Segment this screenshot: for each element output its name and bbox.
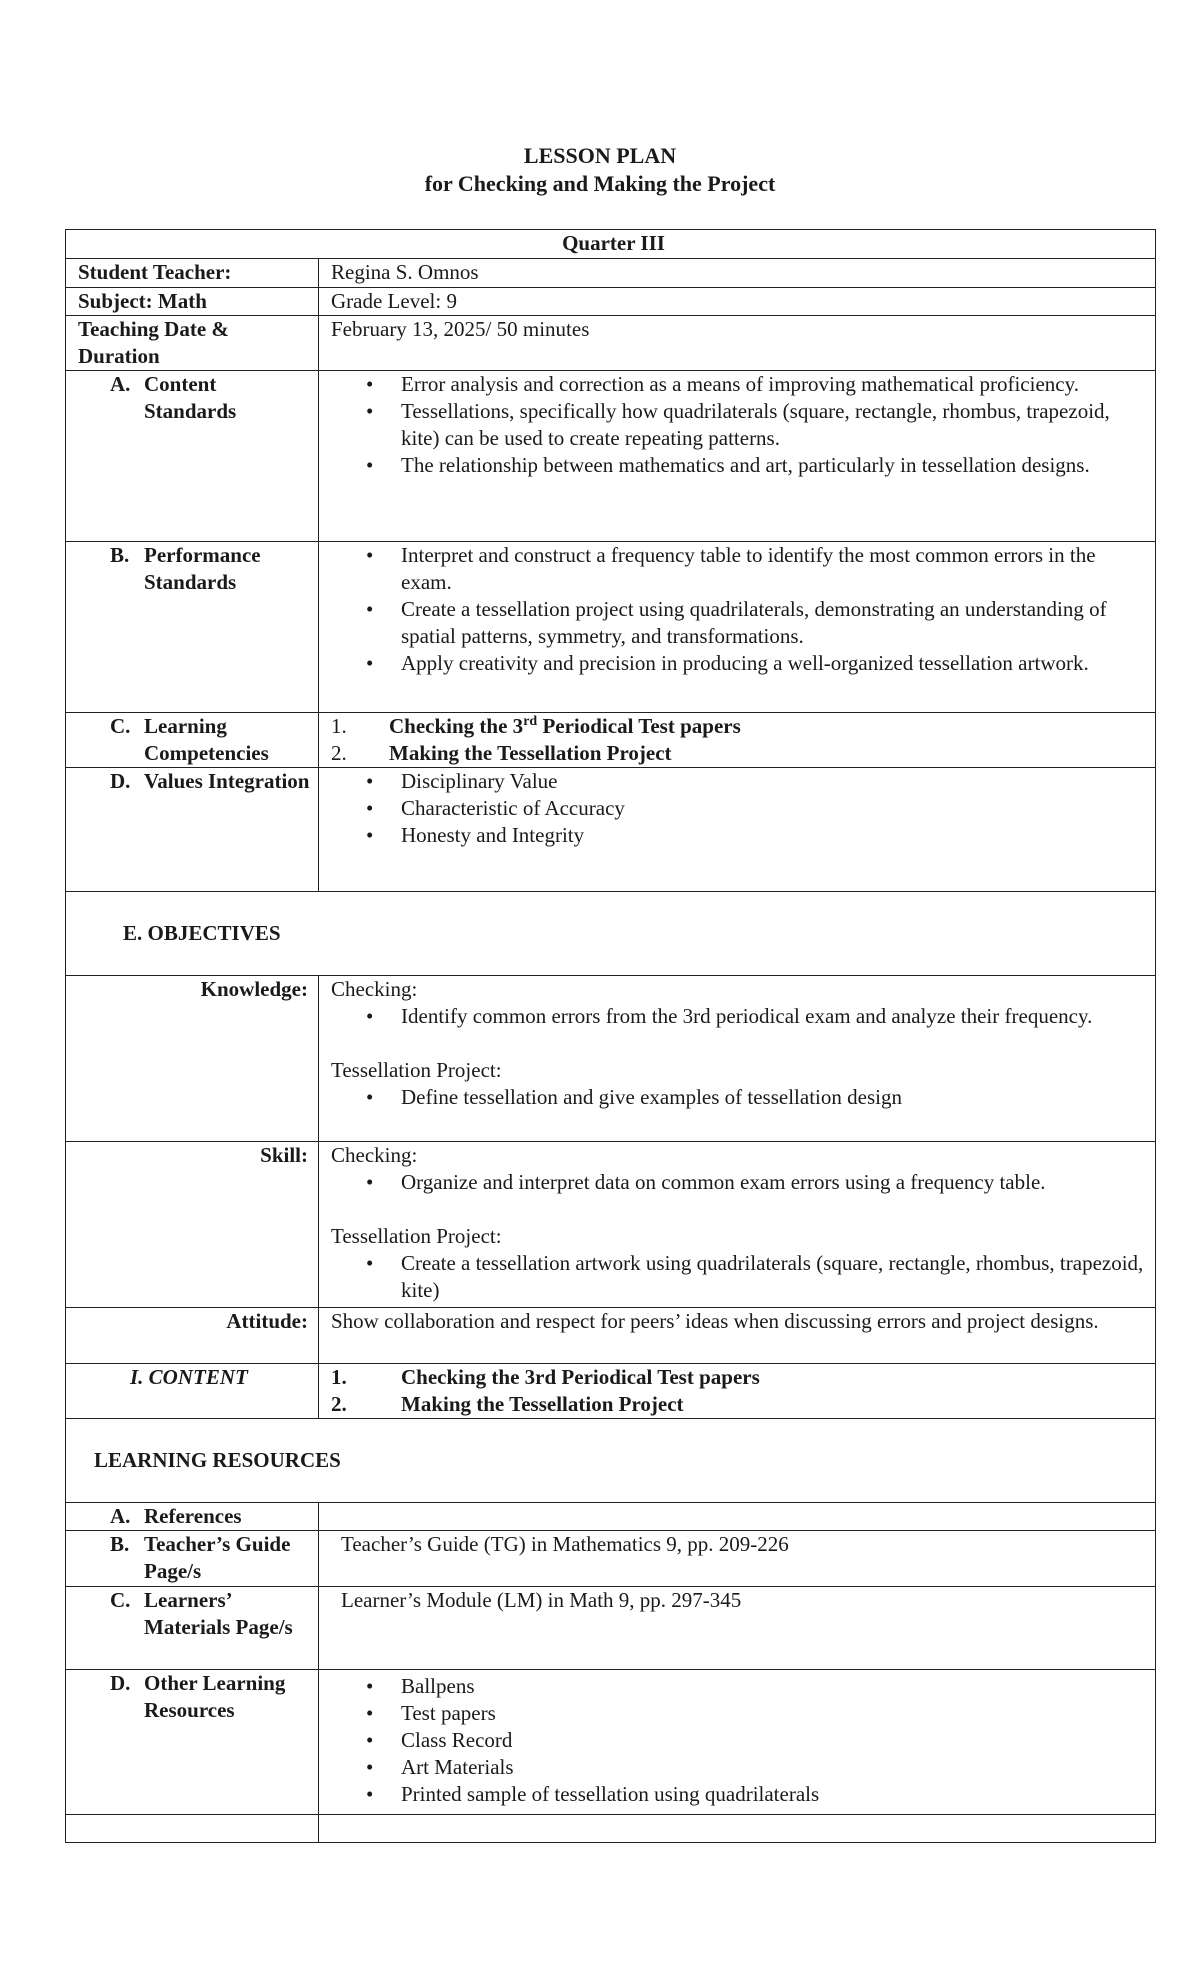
learners-materials-row xyxy=(66,1587,1156,1670)
content-standards-row xyxy=(66,371,1156,542)
performance-standards-label xyxy=(66,542,319,713)
document-title: LESSON PLAN xyxy=(523,143,677,168)
values-integration-label xyxy=(66,768,319,892)
list-item: • Disciplinary Value xyxy=(331,768,1149,795)
list-item: • Create a tessellation artwork using quadrilaterals (square, rectangle, rhombus, trapezoid, kite) xyxy=(331,1250,1149,1304)
list-item: • Define tessellation and give examples of tessellation design xyxy=(331,1084,1149,1111)
list-item: • Characteristic of Accuracy xyxy=(331,795,1149,822)
competency-item: 2. Making the Tessellation Project xyxy=(331,741,672,765)
list-item: • Tessellations, specifically how quadrilaterals (square, rectangle, rhombus, trapezoid, kite) can be used to create repeating patterns. xyxy=(331,398,1149,452)
skill-checking-label: Checking: xyxy=(331,1143,418,1167)
attitude-row xyxy=(66,1308,1156,1364)
values-integration-title: Values Integration xyxy=(144,769,310,793)
attitude-text: Show collaboration and respect for peers’ ideas when discussing errors and project designs. xyxy=(319,1308,1156,1364)
document-subtitle: for Checking and Making the Project xyxy=(424,171,776,196)
learning-competencies-title: Learning Competencies xyxy=(144,714,269,765)
subject-label: Subject: Math xyxy=(66,288,319,316)
objectives-heading-row xyxy=(66,892,1156,976)
knowledge-label: Knowledge: xyxy=(66,976,319,1142)
objectives-heading: E. OBJECTIVES xyxy=(66,892,1156,976)
knowledge-row xyxy=(66,976,1156,1142)
student-teacher-value: Regina S. Omnos xyxy=(319,259,1156,288)
content-standards-label xyxy=(66,371,319,542)
values-integration-row xyxy=(66,768,1156,892)
list-item: • Organize and interpret data on common exam errors using a frequency table. xyxy=(331,1169,1149,1196)
other-resources-row xyxy=(66,1670,1156,1815)
list-item: • Ballpens xyxy=(331,1673,1149,1700)
skill-checking-list xyxy=(331,1169,1149,1196)
date-value: February 13, 2025/ 50 minutes xyxy=(319,316,1156,371)
knowledge-checking-list xyxy=(331,1003,1149,1030)
list-item: • Error analysis and correction as a means of improving mathematical proficiency. xyxy=(331,371,1149,398)
list-item: • Identify common errors from the 3rd periodical exam and analyze their frequency. xyxy=(331,1003,1149,1030)
knowledge-project-label: Tessellation Project: xyxy=(331,1058,502,1082)
learners-materials-value: Learner’s Module (LM) in Math 9, pp. 297-345 xyxy=(319,1587,1156,1670)
performance-standards-title: Performance Standards xyxy=(144,543,261,594)
skill-label: Skill: xyxy=(66,1142,319,1308)
teachers-guide-value: Teacher’s Guide (TG) in Mathematics 9, pp. 209-226 xyxy=(319,1531,1156,1587)
content-standards-title: Content Standards xyxy=(144,372,237,423)
content-item: 1. Checking the 3rd Periodical Test papers xyxy=(331,1365,760,1389)
list-item: • Apply creativity and precision in producing a well-organized tessellation artwork. xyxy=(331,650,1149,677)
lesson-plan-table xyxy=(65,229,1156,1843)
content-label: I. CONTENT xyxy=(66,1364,319,1419)
quarter-row xyxy=(66,230,1156,259)
knowledge-checking-label: Checking: xyxy=(331,977,418,1001)
performance-standards-list xyxy=(331,542,1149,677)
values-integration-letter: D. xyxy=(110,769,131,793)
teachers-guide-label: B. Teacher’s Guide Page/s xyxy=(66,1531,319,1587)
skill-project-list xyxy=(331,1250,1149,1304)
performance-standards-row xyxy=(66,542,1156,713)
content-row xyxy=(66,1364,1156,1419)
knowledge-project-list xyxy=(331,1084,1149,1111)
grade-level-value: Grade Level: 9 xyxy=(319,288,1156,316)
skill-project-label: Tessellation Project: xyxy=(331,1224,502,1248)
list-item: • Art Materials xyxy=(331,1754,1149,1781)
teachers-guide-row xyxy=(66,1531,1156,1587)
list-item: • Test papers xyxy=(331,1700,1149,1727)
learning-competencies-label xyxy=(66,713,319,768)
competency-item: 1. Checking the 3rd Periodical Test papers xyxy=(331,714,741,738)
date-row xyxy=(66,316,1156,371)
skill-row xyxy=(66,1142,1156,1308)
list-item: • The relationship between mathematics and art, particularly in tessellation designs. xyxy=(331,452,1149,479)
learning-competencies-letter: C. xyxy=(110,714,131,738)
empty-row xyxy=(66,1815,1156,1843)
student-teacher-row xyxy=(66,259,1156,288)
subject-row xyxy=(66,288,1156,316)
list-item: • Create a tessellation project using quadrilaterals, demonstrating an understanding of spatial patterns, symmetry, and transformations. xyxy=(331,596,1149,650)
list-item: • Printed sample of tessellation using quadrilaterals xyxy=(331,1781,1149,1808)
quarter-header: Quarter III xyxy=(66,230,1156,259)
resources-heading-row xyxy=(66,1419,1156,1503)
list-item: • Class Record xyxy=(331,1727,1149,1754)
references-label: A. References xyxy=(66,1503,319,1531)
resources-heading: LEARNING RESOURCES xyxy=(66,1419,1156,1503)
other-resources-label: D. Other Learning Resources xyxy=(66,1670,319,1815)
list-item: • Honesty and Integrity xyxy=(331,822,1149,849)
student-teacher-label: Student Teacher: xyxy=(66,259,319,288)
references-row xyxy=(66,1503,1156,1531)
learners-materials-label: C. Learners’ Materials Page/s xyxy=(66,1587,319,1670)
content-standards-letter: A. xyxy=(110,372,131,396)
list-item: • Interpret and construct a frequency table to identify the most common errors in the exam. xyxy=(331,542,1149,596)
learning-competencies-row xyxy=(66,713,1156,768)
content-standards-list xyxy=(331,371,1149,479)
attitude-label: Attitude: xyxy=(66,1308,319,1364)
other-resources-list xyxy=(331,1673,1149,1808)
content-item: 2. Making the Tessellation Project xyxy=(331,1392,684,1416)
date-label: Teaching Date & Duration xyxy=(66,316,319,371)
performance-standards-letter: B. xyxy=(110,543,130,567)
values-list xyxy=(331,768,1149,849)
